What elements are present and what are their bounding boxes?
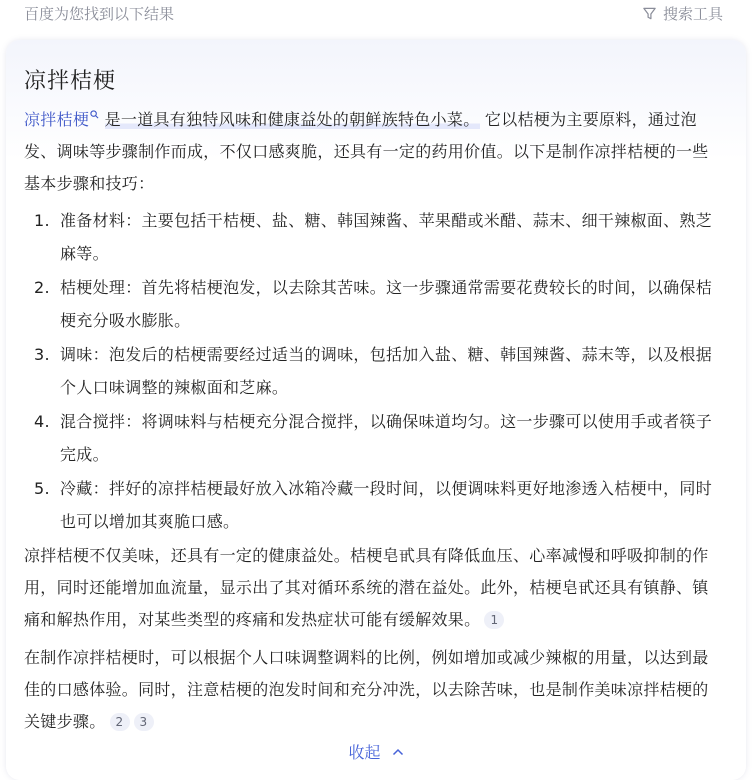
health-text: 凉拌桔梗不仅美味，还具有一定的健康益处。桔梗皂甙具有降低血压、心率减慢和呼吸抑制的作用，同时还能增加血流量，显示出了其对循环系统的潜在益处。此外，桔梗皂甙还具有镇静、镇痛和解热作用，对某些类型的疼痛和发热症状可能有缓解效果。 [24,546,709,629]
intro-rest: 它以桔梗为主要原料，通过泡发、调味等步骤制作而成，不仅口感爽脆，还具有一定的药用价值。以下是制作凉拌桔梗的一些基本步骤和技巧： [24,110,709,193]
list-item [24,271,720,337]
steps-list [24,204,720,539]
result-header [0,0,753,30]
citation-badge-2[interactable]: 2 [110,713,130,731]
citation-badge-1[interactable]: 1 [484,611,504,629]
list-item [24,338,720,404]
highlighted-sentence: 是一道具有独特风味和健康益处的朝鲜族特色小菜。 [104,110,480,129]
result-hint: 百度为您找到以下结果 [24,5,175,23]
step-text: 混合搅拌：将调味料与桔梗充分混合搅拌，以确保味道均匀。这一步骤可以使用手或者筷子完成。 [60,412,713,464]
list-item [24,472,720,538]
step-number: 4. [34,412,50,431]
step-text: 调味：泡发后的桔梗需要经过适当的调味，包括加入盐、糖、韩国辣酱、蒜末等，以及根据个人口味调整的辣椒面和芝麻。 [60,345,713,397]
step-text: 桔梗处理：首先将桔梗泡发，以去除其苦味。这一步骤通常需要花费较长的时间，以确保桔梗充分吸水膨胀。 [60,278,713,330]
step-text: 冷藏：拌好的凉拌桔梗最好放入冰箱冷藏一段时间，以便调味料更好地渗透入桔梗中，同时也可以增加其爽脆口感。 [60,479,713,531]
list-item [24,405,720,471]
ai-answer-card [6,40,746,780]
search-icon [90,110,99,119]
chevron-up-icon [392,748,404,756]
step-number: 5. [34,479,50,498]
search-tools-button[interactable] [642,3,723,24]
filter-icon [642,6,657,21]
step-number: 2. [34,278,50,297]
citation-badge-3[interactable]: 3 [134,713,154,731]
step-number: 3. [34,345,50,364]
step-number: 1. [34,211,50,230]
answer-title: 凉拌桔梗 [24,69,117,94]
health-paragraph [24,540,720,636]
search-tools-label: 搜索工具 [662,5,723,23]
topic-link-text: 凉拌桔梗 [24,110,90,129]
collapse-label: 收起 [348,743,381,762]
collapse-button[interactable] [6,740,746,763]
tips-text: 在制作凉拌桔梗时，可以根据个人口味调整调料的比例，例如增加或减少辣椒的用量，以达到最佳的口感体验。同时，注意桔梗的泡发时间和充分冲洗，以去除苦味，也是制作美味凉拌桔梗的关键步骤。 [24,648,709,731]
list-item [24,204,720,270]
step-text: 准备材料：主要包括干桔梗、盐、糖、韩国辣酱、苹果醋或米醋、蒜末、细干辣椒面、熟芝麻等。 [60,211,713,263]
intro-paragraph [24,104,720,200]
tips-paragraph [24,642,720,738]
topic-link[interactable] [24,110,99,129]
